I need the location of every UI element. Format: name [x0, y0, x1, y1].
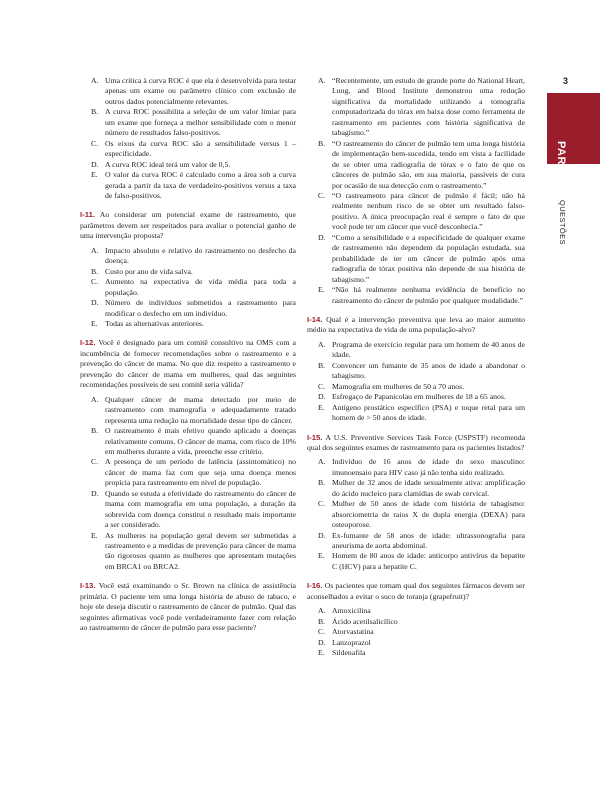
- q15-option-b: B. Mulher de 32 anos de idade sexualmente ativa: amplificação do ácido nucleico para clamídias de swab cervical.: [318, 478, 525, 498]
- left-column: [80, 76, 296, 634]
- question-16: I-16. Os pacientes que tomam qual dos seguintes fármacos devem ser aconselhados a evitar o suco de toranja (grapefruit)?: [307, 581, 526, 601]
- q16-option-b: B. Ácido acetilsalicílico: [318, 616, 398, 626]
- question-11: I-11. Ao considerar um potencial exame de rastreamento, que parâmetros devem ser respeitados para avaliar o potencial ganho de uma intervenção proposta?: [80, 210, 296, 241]
- q16-options: [318, 606, 525, 658]
- q13-option-c: C. “O rastreamento para câncer de pulmão é fácil; não há realmente nenhum risco de se obter um resultado falso-positivo. A única preocupação real é sempre o fato de que você pode ter um câncer que você desconhecia.”: [318, 190, 525, 232]
- q14-option-b: B. Convencer um fumante de 35 anos de idade a abandonar o tabagismo.: [318, 360, 525, 381]
- section-label: QUESTÕES: [558, 200, 567, 245]
- q13-option-b: B. “O rastreamento do câncer de pulmão tem uma longa história de implementação bem-sucedida, tendo em vista a facilidade de se obter uma radiografia de tórax e o fato de que os cânceres de pulmão são, em sua maioria, passíveis de cura por ocasião de sua detecção com o rastreamento.”: [318, 138, 525, 190]
- right-column: [307, 76, 525, 659]
- question-number: I-12.: [80, 338, 96, 348]
- q16-option-e: E. Sildenafila: [318, 648, 366, 658]
- question-12: I-12. Você é designado para um comitê consultivo na OMS com a incumbência de fornecer recomendações sobre o rastreamento e a prevenção do câncer de mama. No que diz respeito a rastreamento e prevenção do câncer de mama em mulheres, qual das seguintes recomendações possíveis de seu comitê seria válida?: [80, 338, 296, 390]
- q13-option-a: A. “Recentemente, um estudo de grande porte do National Heart, Lung, and Blood Institute demonstrou uma redução significativa da mortalidade utilizando a tomografia computadorizada do tórax em baixa dose como ferramenta de rastreamento em pacientes com história significativa de tabagismo.”: [318, 76, 525, 138]
- q12-option-b: B. O rastreamento é mais efetivo quando aplicado a doenças relativamente comuns. O câncer de mama, com risco de 10% em mulheres durante a vida, preenche esse critério.: [91, 426, 296, 456]
- q15-option-c: C. Mulher de 50 anos de idade com história de tabagismo: absorciometria de raios X de dupla energia (DEXA) para osteoporose.: [318, 499, 525, 530]
- part-tab-label: PARTE I: [555, 141, 567, 188]
- page-number: 3: [563, 76, 569, 86]
- q11-option-d: D. Número de indivíduos submetidos a rastreamento para modificar o desfecho em um indivíduo.: [91, 298, 296, 318]
- q10-option-c: C. Os eixos da curva ROC são a sensibilidade versus 1 – especificidade.: [91, 138, 296, 159]
- q11-option-b: B. Custo por ano de vida salva.: [91, 266, 193, 276]
- q11-option-a: A. Impacto absoluto e relativo do rastreamento no desfecho da doença.: [91, 245, 296, 266]
- question-number: I-11.: [80, 210, 96, 220]
- q10-option-a: A. Uma crítica à curva ROC é que ela é desenvolvida para testar apenas um exame ou parâmetro clínico com exclusão de outros dados potencialmente relevantes.: [91, 76, 296, 106]
- q13-option-e: E. “Não há realmente nenhuma evidência de benefício no rastreamento do câncer de pulmão por qualquer modalidade.”: [318, 285, 525, 305]
- q16-option-c: C. Atorvastatina: [318, 627, 374, 637]
- question-number: I-15.: [307, 432, 323, 442]
- q10-options: [91, 76, 296, 201]
- q11-option-e: E. Todas as alternativas anteriores.: [91, 318, 204, 328]
- q15-option-d: D. Ex-fumante de 58 anos de idade: ultrassonografia para aneurisma de aorta abdominal.: [318, 530, 525, 551]
- question-number: I-16.: [307, 581, 323, 591]
- q11-option-c: C. Aumento na expectativa de vida média para toda a população.: [91, 277, 296, 297]
- q11-options: [91, 246, 296, 330]
- q14-option-e: E. Antígeno prostático específico (PSA) e toque retal para um homem de > 50 anos de idade.: [318, 402, 525, 423]
- q16-option-d: D. Lanzoprazol: [318, 637, 371, 647]
- q15-option-e: E. Homem de 80 anos de idade: anticorpo antivírus da hepatite C (HCV) para a hepatite C.: [318, 551, 525, 571]
- q10-option-d: D. A curva ROC ideal terá um valor de 0,5.: [91, 159, 231, 169]
- q12-options: [91, 395, 296, 573]
- q13-options: [318, 76, 525, 306]
- q13-option-d: D. “Como a sensibilidade e a especificidade de qualquer exame de rastreamento não dependem da população estudada, sua probabilidade de ter um câncer de pulmão após uma radiografia de tórax positiva não depende de sua história de tabagismo.”: [318, 232, 525, 284]
- q12-option-a: A. Qualquer câncer de mama detectado por meio de rastreamento com mamografia e adequadamente tratado representa uma redução na mortalidade desse tipo de câncer.: [91, 394, 296, 425]
- question-13: I-13. Você está examinando o Sr. Brown na clínica de assistência primária. O paciente tem uma longa história de abuso de tabaco, e hoje ele deseja discutir o rastreamento de câncer de pulmão. Qual das seguintes afirmativas você pode verdadeiramente fazer com relação ao rastreamento de câncer de pulmão para esse paciente?: [80, 581, 296, 633]
- q12-option-e: E. As mulheres na população geral devem ser submetidas a rastreamento e a medidas de prevenção para câncer de mama tão rigorosos quanto as mulheres que apresentam mutações em BRCA1 ou BRCA2.: [91, 530, 296, 571]
- q10-option-b: B. A curva ROC possibilita a seleção de um valor limiar para um exame que forneça a melhor sensibilidade com o menor número de resultados falso-positivos.: [91, 107, 296, 138]
- q14-options: [318, 340, 525, 424]
- q14-option-a: A. Programa de exercício regular para um homem de 40 anos de idade.: [318, 339, 525, 360]
- q16-option-a: A. Amoxicilina: [318, 606, 371, 616]
- q15-options: [318, 457, 525, 572]
- question-14: I-14. Qual é a intervenção preventiva que leva ao maior aumento médio na expectativa de vida de uma população-alvo?: [307, 314, 526, 335]
- q15-option-a: A. Indivíduo de 16 anos de idade do sexo masculino: imunoensaio para HIV caso já não tenha sido realizado.: [318, 457, 525, 477]
- q14-option-d: D. Esfregaço de Papanicolau em mulheres de 18 a 65 anos.: [318, 392, 506, 402]
- q12-option-c: C. A presença de um período de latência (assintomático) no câncer de mama faz com que seja uma doença menos propícia para rastreamento em nível de população.: [91, 457, 296, 488]
- question-number: I-13.: [80, 581, 96, 591]
- q12-option-d: D. Quando se estuda a efetividade do rastreamento do câncer de mama com mamografia em uma população, a duração da sobrevida com doença constitui o resultado mais importante a ser considerado.: [91, 488, 296, 530]
- q10-option-e: E. O valor da curva ROC é calculado como a área sob a curva gerada a partir da taxa de verdadeiro-positivos versus a taxa de falso-positivos.: [91, 170, 296, 200]
- question-number: I-14.: [307, 314, 323, 324]
- question-15: I-15. A U.S. Preventive Services Task Force (USPSTF) recomenda qual dos seguintes exames de rastreamento para os pacientes listados?: [307, 432, 526, 452]
- q14-option-c: C. Mamografia em mulheres de 50 a 70 anos.: [318, 381, 465, 391]
